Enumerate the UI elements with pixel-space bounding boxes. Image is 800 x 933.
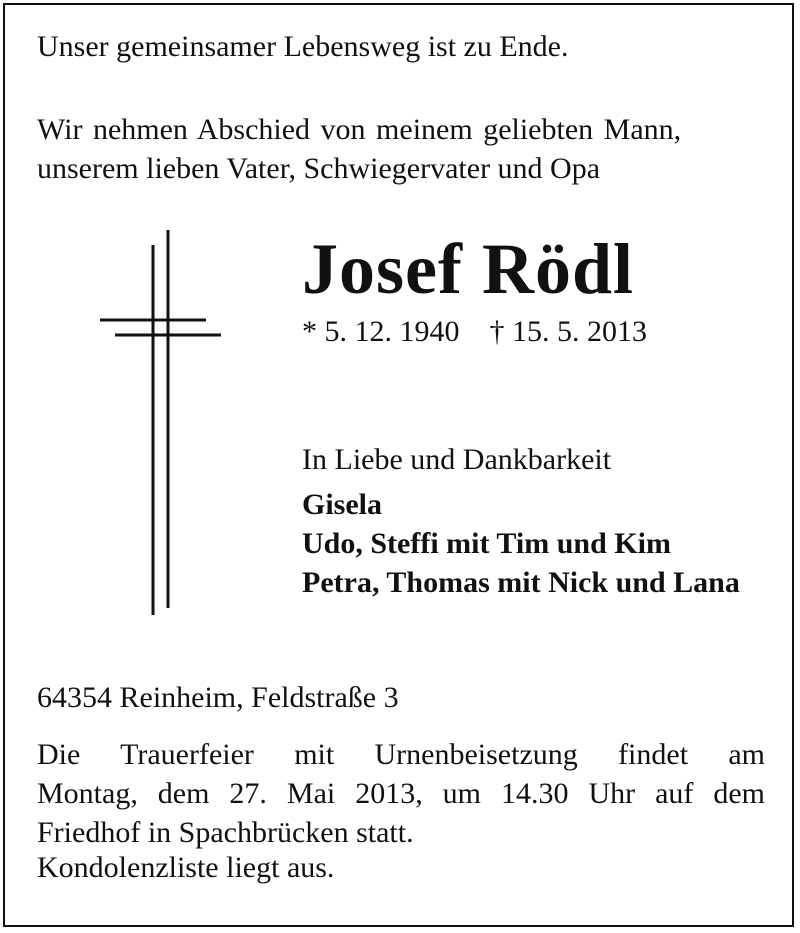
mourners-heading: In Liebe und Dankbarkeit <box>302 443 612 476</box>
ceremony-line: Kondolenzliste liegt aus. <box>37 851 335 884</box>
birth-date: * 5. 12. 1940 <box>302 315 460 348</box>
deceased-name: Josef Rödl <box>302 229 634 309</box>
ceremony-line: Montag, dem 27. Mai 2013, um 14.30 Uhr auf dem <box>37 777 765 810</box>
death-date: † 15. 5. 2013 <box>489 315 647 348</box>
intro-line: Wir nehmen Abschied von meinem geliebten Mann, <box>37 113 682 146</box>
mourner-name: Gisela <box>302 488 382 521</box>
address: 64354 Reinheim, Feldstraße 3 <box>37 681 399 714</box>
mourner-name: Petra, Thomas mit Nick und Lana <box>302 566 740 599</box>
intro-line: Unser gemeinsamer Lebensweg ist zu Ende. <box>37 30 569 63</box>
intro-line: unserem lieben Vater, Schwiegervater und Opa <box>37 152 601 185</box>
ceremony-line: Die Trauerfeier mit Urnenbeisetzung findet am <box>37 738 765 771</box>
mourner-name: Udo, Steffi mit Tim und Kim <box>302 527 671 560</box>
life-dates <box>302 314 647 350</box>
ceremony-line: Friedhof in Spachbrücken statt. <box>37 816 414 849</box>
